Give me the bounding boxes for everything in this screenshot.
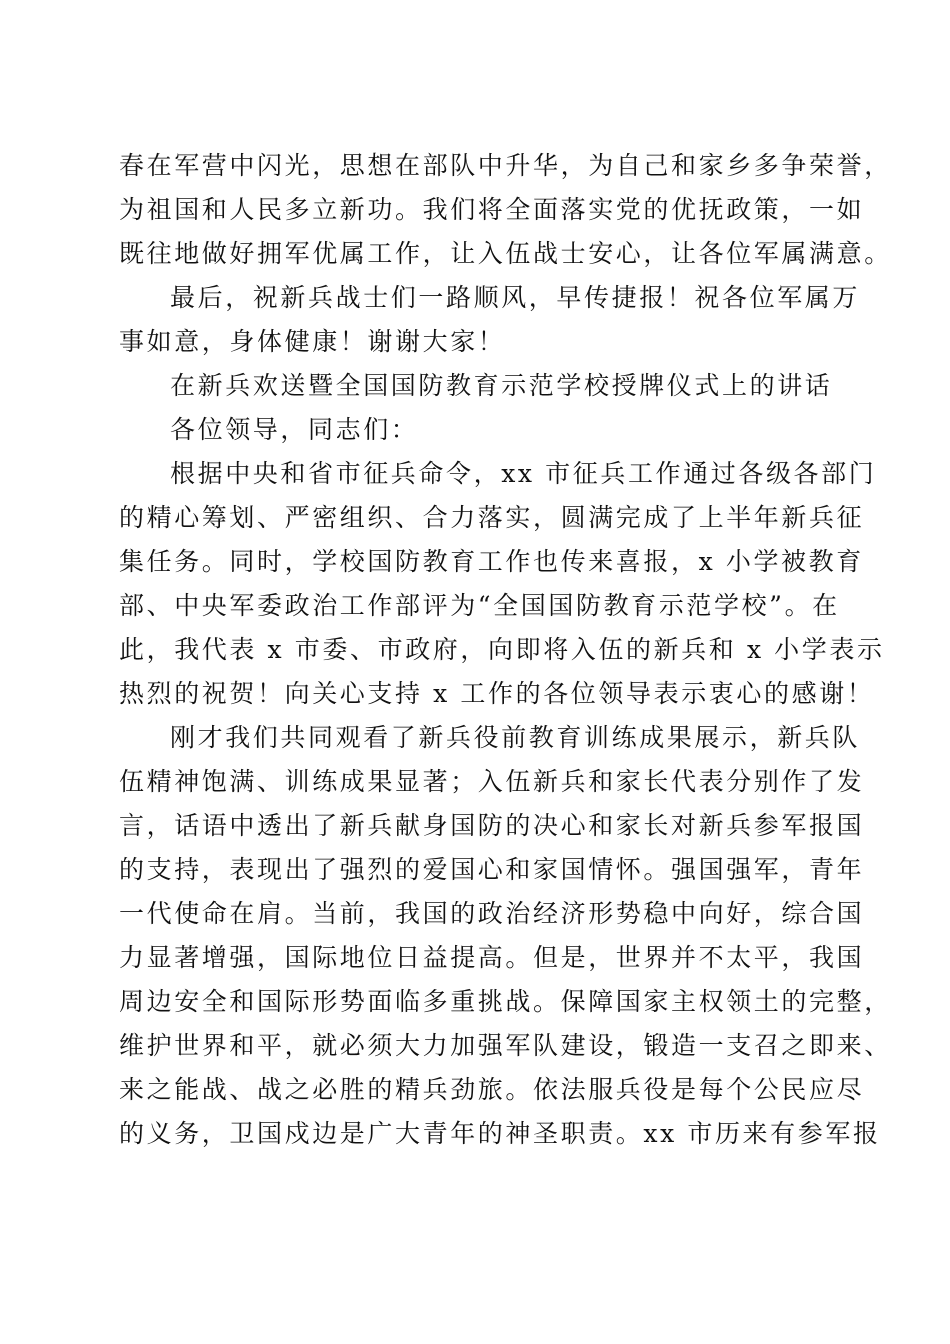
text-line: 来之能战、战之必胜的精兵劲旅。依法服兵役是每个公民应尽 [119,1075,865,1104]
salutation: 各位领导，同志们： [170,415,419,444]
text-line: 为祖国和人民多立新功。我们将全面落实党的优抚政策，一如 [119,195,865,224]
text-line: 的支持，表现出了强烈的爱国心和家国情怀。强国强军，青年 [119,855,865,884]
text-line: 周边安全和国际形势面临多重挑战。保障国家主权领土的完整， [119,987,892,1016]
text-line: 此，我代表 x 市委、市政府，向即将入伍的新兵和 x 小学表示 [119,635,885,664]
paragraph-start-line: 刚才我们共同观看了新兵役前教育训练成果展示，新兵队 [170,723,861,752]
text-line: 春在军营中闪光，思想在部队中升华，为自己和家乡多争荣誉， [119,151,892,180]
text-line: 集任务。同时，学校国防教育工作也传来喜报，x 小学被教育 [119,547,864,576]
text-line: 热烈的祝贺！向关心支持 x 工作的各位领导表示衷心的感谢！ [119,679,875,708]
text-line: 言，话语中透出了新兵献身国防的决心和家长对新兵参军报国 [119,811,865,840]
paragraph-start-line: 最后，祝新兵战士们一路顺风，早传捷报！祝各位军属万 [170,283,861,312]
text-line: 事如意，身体健康！谢谢大家！ [119,327,506,356]
paragraph-start-line: 根据中央和省市征兵命令，xx 市征兵工作通过各级各部门 [170,459,877,488]
text-line: 伍精神饱满、训练成果显著；入伍新兵和家长代表分别作了发 [119,767,865,796]
text-line: 力显著增强，国际地位日益提高。但是，世界并不太平，我国 [119,943,865,972]
text-line: 既往地做好拥军优属工作，让入伍战士安心，让各位军属满意。 [119,239,892,268]
text-line: 维护世界和平，就必须大力加强军队建设，锻造一支召之即来、 [119,1031,892,1060]
speech-title: 在新兵欢送暨全国国防教育示范学校授牌仪式上的讲话 [170,371,833,400]
text-line: 一代使命在肩。当前，我国的政治经济形势稳中向好，综合国 [119,899,865,928]
text-line: 部、中央军委政治工作部评为“全国国防教育示范学校”。在 [119,591,840,620]
text-line: 的精心筹划、严密组织、合力落实，圆满完成了上半年新兵征 [119,503,865,532]
text-line: 的义务，卫国戍边是广大青年的神圣职责。xx 市历来有参军报 [119,1119,881,1148]
